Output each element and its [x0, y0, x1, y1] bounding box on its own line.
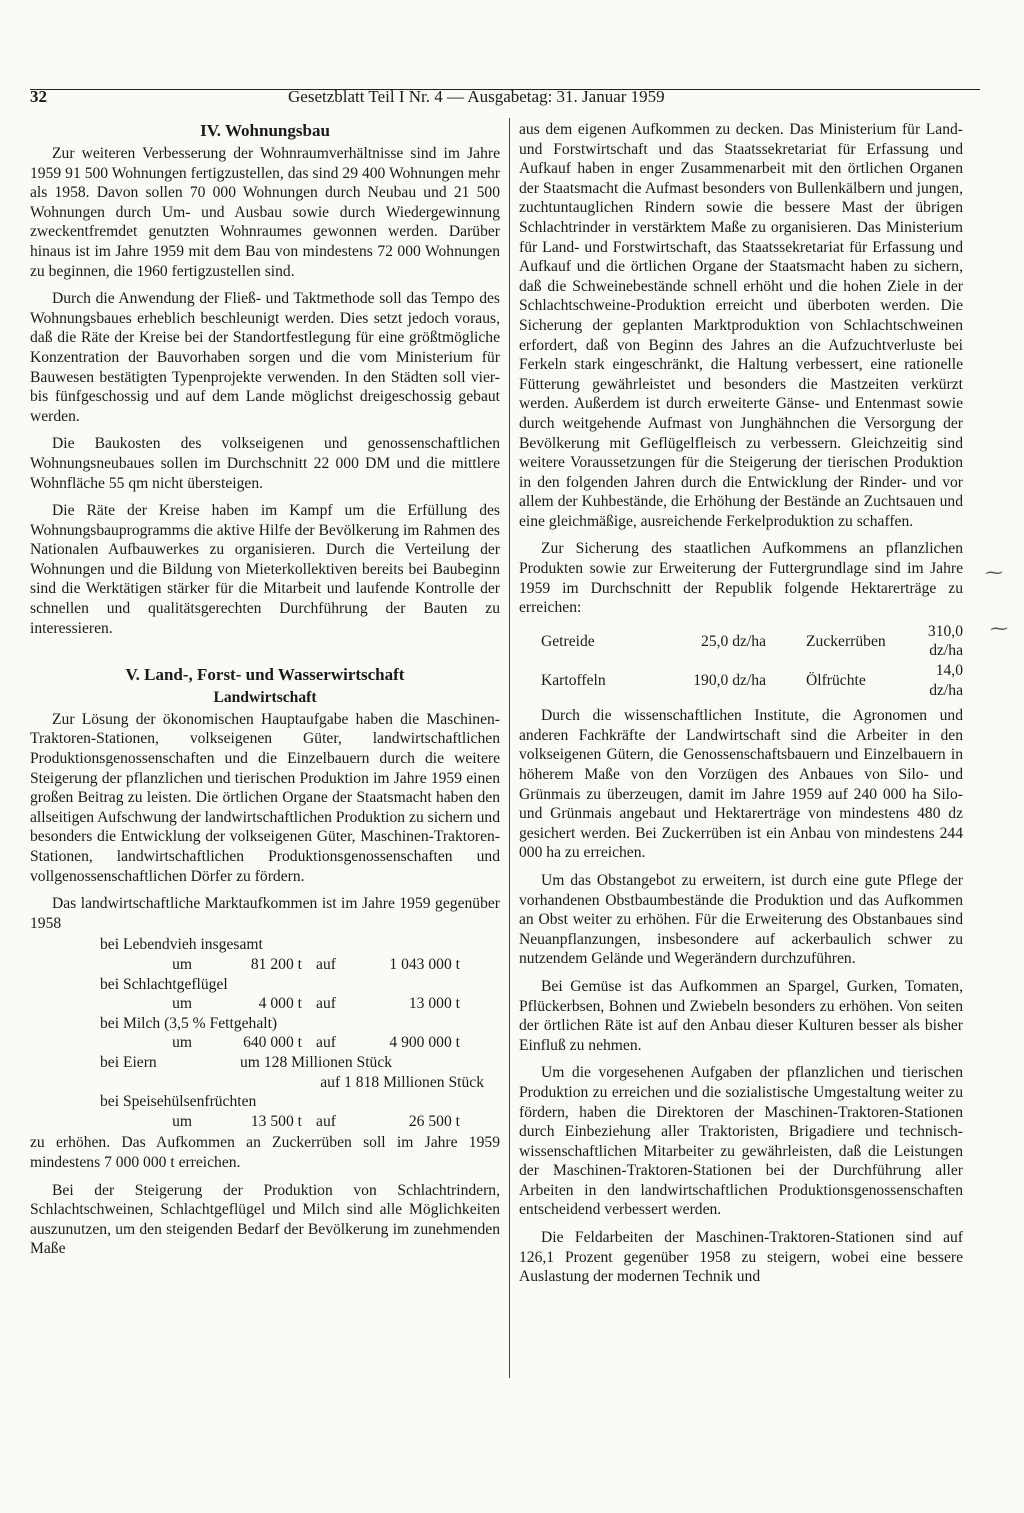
list-item-prefix: um — [240, 1053, 260, 1071]
paragraph: Um die vorgesehenen Aufgaben der pflanzlichen und tierischen Produktion zu erreichen und die sozialistische Umgestaltung weiter zu fördern, haben die Direktoren der Maschinen-Traktoren-Stationen durch Einbeziehung aller Traktoristen, Brigadiere und technisch-wissenschaftlichen Mitarbeiter zu gewährleisten, daß die Leistungen der Maschinen-Traktoren-Stationen bei der Durchführung aller Arbeiten in den landwirtschaftlichen Produktionsgenossenschaften entscheidend verbessert werden. — [519, 1064, 963, 1219]
list-item-amount: 81 200 t — [250, 955, 302, 973]
list-item-amount: 4 000 t — [258, 995, 302, 1013]
paragraph: Zur Lösung der ökonomischen Hauptaufgabe haben die Maschinen-Traktoren-Stationen, volkseigenen Güter, landwirtschaftlichen Produktionsgenossenschaften und die Einzelbauern durch die weitere Steigerung der pflanzlichen und tierischen Produktion im Jahre 1959 einen großen Beitrag zu leisten. Die örtlichen Organe der Staatsmacht haben den allseitigen Aufschwung der landwirtschaftlichen Produktion zu sichern und besonders die Entwicklung der volkseigenen Güter, Maschinen-Traktoren-Stationen, landwirtschaftlichen Produktionsgenossenschaften und vollgenossenschaftlichen Dörfer zu fördern. — [30, 710, 500, 885]
page-header — [30, 86, 980, 106]
list-item-values — [30, 1112, 500, 1132]
paragraph: zu erhöhen. Das Aufkommen an Zuckerrüben soll im Jahre 1959 mindestens 7 000 000 t erreichen. — [30, 1134, 500, 1171]
list-item-target: 1 043 000 t — [389, 955, 460, 973]
table-cell: Zuckerrüben — [806, 632, 886, 650]
paragraph: Um das Obstangebot zu erweitern, ist durch eine gute Pflege der vorhandenen Obstbaumbestände die Produktion und das Aufkommen an Obst weiter zu erhöhen. Für die Erweiterung des Obstanbaues sind Neuanpflanzungen, insbesondere auf ackerbaulich schwer zu nutzendem Gelände und Wegerändern durchzuführen. — [519, 871, 963, 968]
list-item-prefix: um — [172, 955, 192, 973]
list-item-target: 4 900 000 t — [389, 1034, 460, 1052]
paragraph: aus dem eigenen Aufkommen zu decken. Das Ministerium für Land- und Forstwirtschaft und das Staatssekretariat für Erfassung und Aufkauf haben in enger Zusammenarbeit mit den örtlichen Organen der Staatsmacht die Aufmast besonders von Bullenkälbern und jungen, zuchtuntauglichen Rindern sowie die bessere Mast der übrigen Schlachtrinder in verstärktem Maße zu organisieren. Das Ministerium für Land- und Forstwirtschaft, das Staatssekretariat für Erfassung und Aufkauf und die örtlichen Organe der Staatsmacht haben zu sichern, daß die Schweinebestände schnell erhöht und die hohen Ziele in der Schlachtschweine-Produktion erreicht und überboten werden. Die Sicherung der geplanten Marktproduktion von Schlachtschweinen erfordert, daß von Beginn des Jahres an die Aufzuchtverluste bei Ferkeln stark eingeschränkt, die Haltung verbessert, eine rationelle Fütterung gewährleistet und besonders die Mastzeiten verkürzt werden. Außerdem ist durch erweiterte Gänse- und Entenmast sowie durch weitgehende Aufmast von Junghähnchen die Versorgung der Bevölkerung mit Geflügelfleisch zu verbessern. Gleichzeitig sind weitere Voraussetzungen für die Steigerung der tierischen Produktion in den folgenden Jahren durch die Entwicklung der Rinder- und vor allem der Kuhbestände, die Erhöhung der Bestände an Zuchtsauen und eine gleichmäßige, ausreichende Ferkelproduktion zu schaffen. — [519, 121, 963, 530]
paragraph: Bei Gemüse ist das Aufkommen an Spargel, Gurken, Tomaten, Pflückerbsen, Bohnen und Zwiebeln besonders zu erhöhen. Von seiten der örtlichen Räte ist auf den Anbau dieser Kulturen besser als bisher Einfluß zu nehmen. — [519, 977, 963, 1054]
table-cell: 25,0 dz/ha — [701, 632, 766, 650]
list-item-target: 1 818 Millionen Stück — [344, 1073, 484, 1091]
column-divider — [509, 118, 510, 1378]
list-item-values — [30, 994, 500, 1014]
table-cell: 310,0 dz/ha — [927, 622, 963, 660]
yield-table — [519, 622, 963, 700]
list-item-values — [30, 1073, 500, 1093]
list-item-target: 26 500 t — [408, 1112, 460, 1130]
list-item-mid: auf — [316, 1034, 336, 1052]
list-item-label: bei Milch (3,5 % Fettgehalt) — [100, 1014, 278, 1032]
paragraph: Die Baukosten des volkseigenen und genossenschaftlichen Wohnungsneubaues sollen im Durchschnitt 22 000 DM und die mittlere Wohnfläche 55 qm nicht übersteigen. — [30, 435, 500, 492]
list-item-prefix: um — [172, 995, 192, 1013]
list-item-amount: 640 000 t — [243, 1034, 302, 1052]
list-item-target: 13 000 t — [408, 995, 460, 1013]
page-number: 32 — [30, 87, 47, 106]
running-header: Gesetzblatt Teil I Nr. 4 — Ausgabetag: 31. Januar 1959 — [288, 87, 665, 106]
table-cell: Kartoffeln — [541, 671, 606, 689]
list-item-mid: auf — [316, 1112, 336, 1130]
left-column — [30, 120, 500, 1267]
market-list — [30, 935, 500, 1131]
paragraph: Zur Sicherung des staatlichen Aufkommens an pflanzlichen Produkten sowie zur Erweiterung der Futtergrundlage sind im Jahre 1959 im Durchschnitt der Republik folgende Hektarerträge zu erreichen: — [519, 540, 963, 617]
section-gap — [30, 646, 500, 664]
table-row — [519, 661, 963, 700]
list-item-prefix: um — [172, 1034, 192, 1052]
paragraph: Das landwirtschaftliche Marktaufkommen ist im Jahre 1959 gegenüber 1958 — [30, 895, 500, 932]
list-item-label: bei Speisehülsenfrüchten — [100, 1093, 257, 1111]
list-item-values — [30, 1033, 500, 1053]
table-row — [519, 622, 963, 661]
list-item-amount: 128 Millionen Stück — [263, 1053, 393, 1071]
list-item-values — [30, 955, 500, 975]
list-item-prefix: um — [172, 1112, 192, 1130]
table-cell: Getreide — [541, 632, 595, 650]
paragraph: Durch die Anwendung der Fließ- und Taktmethode soll das Tempo des Wohnungsbaues erheblich beschleunigt werden. Dies setzt jedoch voraus, daß die Räte der Kreise bei der Standortfestlegung für eine größtmögliche Konzentration der Bauvorhaben sorgen und die vom Ministerium für Bauwesen bestätigten Typenprojekte verwenden. In den Städten soll vier- bis fünfgeschossig und auf dem Lande möglichst dreigeschossig gebaut werden. — [30, 290, 500, 425]
list-item-amount: 13 500 t — [250, 1112, 302, 1130]
list-item-mid: auf — [316, 995, 336, 1013]
section-title-wohnungsbau: IV. Wohnungsbau — [200, 121, 330, 140]
paragraph: Bei der Steigerung der Produktion von Schlachtrindern, Schlachtschweinen, Schlachtgeflügel und Milch sind alle Möglichkeiten auszunutzen, um den steigenden Bedarf der Bevölkerung im zunehmenden Maße — [30, 1181, 500, 1258]
table-cell: 14,0 dz/ha — [929, 662, 963, 699]
right-column — [519, 120, 963, 1295]
list-item-label: bei Eiern — [100, 1053, 157, 1071]
list-item-label: bei Lebendvieh insgesamt — [100, 936, 263, 954]
paragraph: Die Räte der Kreise haben im Kampf um die Erfüllung des Wohnungsbauprogramms die aktive Hilfe der Bevölkerung im Rahmen des Nationalen Aufbauwerkes zu organisieren. Durch die Verteilung der Wohnungen und die Bildung von Mieterkollektiven bereits bei Baubeginn sind die Werktätigen stärker für die Mitarbeit und laufende Kontrolle der schnellen und qualitätsgerechten Durchführung der Bauten zu interessieren. — [30, 502, 500, 637]
paragraph: Die Feldarbeiten der Maschinen-Traktoren-Stationen sind auf 126,1 Prozent gegenüber 1958 zu steigern, wobei eine bessere Auslastung der modernen Technik und — [519, 1229, 963, 1286]
list-item-label: bei Schlachtgeflügel — [100, 975, 228, 993]
table-cell: 190,0 dz/ha — [693, 671, 766, 689]
subsection-title: Landwirtschaft — [213, 689, 317, 707]
section-title-landwirtschaft: V. Land-, Forst- und Wasserwirtschaft — [125, 665, 405, 685]
margin-mark: ⁓ — [985, 562, 1003, 582]
margin-mark: ⁓ — [990, 618, 1008, 638]
table-cell: Ölfrüchte — [806, 671, 866, 689]
paragraph: Durch die wissenschaftlichen Institute, die Agronomen und anderen Fachkräfte der Landwirtschaft sind die Arbeiter in den volkseigenen Gütern, die Genossenschaftsbauern und Einzelbauern in höherem Maße von den Vorzügen des Anbaues von Silo- und Grünmais zu überzeugen, damit im Jahre 1959 auf 240 000 ha Silo- und Grünmais angebaut und Hektarerträge von mindestens 480 dz gesichert werden. Bei Zuckerrüben ist ein Anbau von mindestens 244 000 ha zu erreichen. — [519, 707, 963, 862]
list-item-eggs — [30, 1053, 500, 1073]
paragraph: Zur weiteren Verbesserung der Wohnraumverhältnisse sind im Jahre 1959 91 500 Wohnungen fertigzustellen, das sind 29 400 Wohnungen mehr als 1958. Davon sollen 70 000 Wohnungen durch Neubau und 21 500 Wohnungen durch Um- und Ausbau sowie durch Wiedergewinnung zweckentfremdet genutzten Wohnraumes gewonnen werden. Darüber hinaus ist im Jahre 1959 mit dem Bau von mindestens 72 000 Wohnungen zu beginnen, die 1960 fertigzustellen sind. — [30, 145, 500, 280]
list-item-mid: auf — [320, 1073, 341, 1091]
list-item-mid: auf — [316, 955, 336, 973]
